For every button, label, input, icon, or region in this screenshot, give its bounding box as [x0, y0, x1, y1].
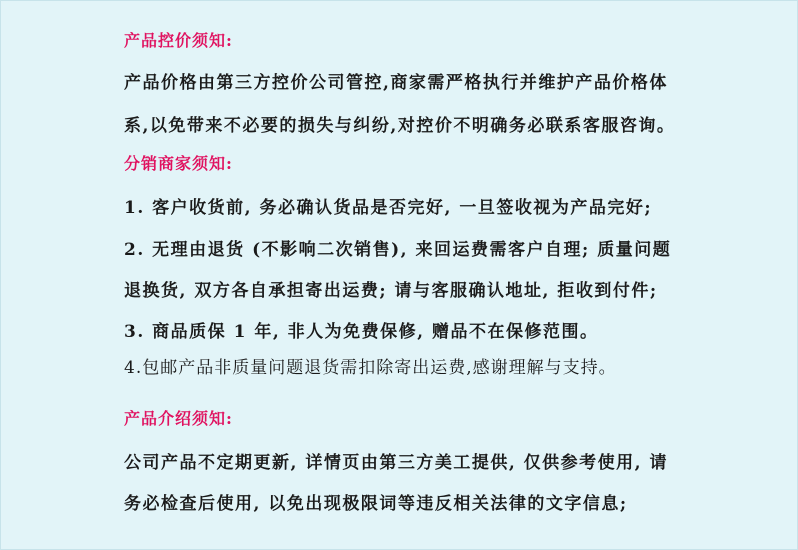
distributor-line-2: 2. 无理由退货 (不影响二次销售), 来回运费需客户自理; 质量问题: [124, 240, 672, 260]
price-control-heading: 产品控价须知:: [124, 31, 233, 50]
distributor-line-5: 4.包邮产品非质量问题退货需扣除寄出运费,感谢理解与支持。: [124, 358, 617, 378]
price-control-line-1: 产品价格由第三方控价公司管控,商家需严格执行并维护产品价格体: [124, 73, 668, 93]
distributor-line-1: 1. 客户收货前, 务必确认货品是否完好, 一旦签收视为产品完好;: [124, 198, 653, 218]
distributor-line-3: 退换货, 双方各自承担寄出运费; 请与客服确认地址, 拒收到付件;: [124, 281, 658, 301]
product-intro-line-2: 务必检查后使用, 以免出现极限词等违反相关法律的文字信息;: [124, 494, 628, 514]
price-control-line-2: 系,以免带来不必要的损失与纠纷,对控价不明确务必联系客服咨询。: [124, 116, 676, 136]
distributor-line-4: 3. 商品质保 1 年, 非人为免费保修, 赠品不在保修范围。: [124, 322, 599, 342]
distributor-heading: 分销商家须知:: [124, 154, 233, 173]
product-intro-line-1: 公司产品不定期更新, 详情页由第三方美工提供, 仅供参考使用, 请: [124, 453, 669, 473]
product-intro-heading: 产品介绍须知:: [124, 409, 233, 428]
